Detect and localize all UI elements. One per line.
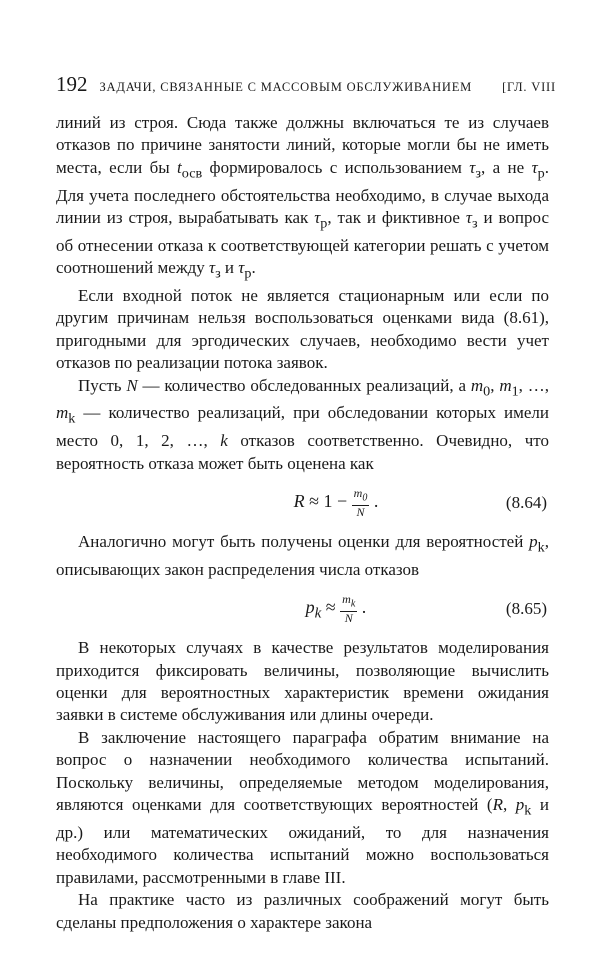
- paragraph-2: Если входной поток не является стационарным или если по другим причинам нельзя воспользоваться оценками вида (8.61), пригодными для эргодических случаев, необходимо вести учет отказов по реализации потока заявок.: [56, 286, 549, 373]
- page-number: 192: [56, 72, 88, 96]
- equation-8-65: $p_k$ ≈ $\frac{m_k}{N}$ . (8.65): [305, 592, 547, 625]
- equation-number: (8.64): [505, 492, 547, 512]
- paragraph-7: На практике часто из различных соображений могут быть сделаны предположения о характере закона: [56, 890, 549, 932]
- paragraph-4: Аналогично могут быть получены оценки для вероятностей $p_k$, описывающих закон распределения числа отказов: [56, 532, 549, 579]
- chapter-label: [ГЛ. VIII: [502, 80, 556, 94]
- paragraph-5: В некоторых случаях в качестве результатов моделирования приходится фиксировать величины, позволяющие вычислить оценки для вероятностных характеристик времени ожидания заявки в системе обслуживания или длины очереди.: [56, 638, 549, 725]
- equation-8-64: R ≈ 1 − $\frac{m_0}{N}$ . (8.64): [293, 486, 547, 519]
- equation-number: (8.65): [505, 599, 547, 619]
- fraction-m0-over-n: $\frac{m_0}{N}$: [353, 486, 368, 519]
- page-body: [56, 112, 549, 934]
- paragraph-6: В заключение настоящего параграфа обратим внимание на вопрос о назначении необходимого количества испытаний. Поскольку величины, определяемые методом моделирования, являются оценками для соответствующих вероятностей (R, $p_k$ и др.) или математических ожиданий, то для назначения необходимого количества испытаний можно воспользоваться правилами, рассмотренными в главе III.: [56, 727, 549, 887]
- paragraph-3: Пусть N — количество обследованных реализаций, а $m_0$, $m_1$, …, $m_k$ — количество реализаций, при обследовании которых имели место 0, 1, 2, …, k отказов соответственно. Очевидно, что вероятность отказа может быть оценена как: [56, 375, 550, 473]
- paragraph-1: линий из строя. Сюда также должны включаться те из случаев отказов по причине занятости линий, которые могли бы не иметь места, если бы $t_{осв}$ формировалось с использованием $\tau_з$, а не $\tau_р$. Для учета последнего обстоятельства необходимо, в случае выхода линии из строя, вырабатывать как $\tau_р$, так и фиктивное $\tau_з$ и вопрос об отнесении отказа к соответствующей категории решать с учетом соотношений между $\tau_з$ и $\tau_р$.: [56, 113, 549, 282]
- fraction-mk-over-n: $\frac{m_k}{N}$: [342, 592, 356, 625]
- running-title: ЗАДАЧИ, СВЯЗАННЫЕ С МАССОВЫМ ОБСЛУЖИВАНИЕМ: [99, 80, 473, 94]
- running-header: [56, 72, 556, 97]
